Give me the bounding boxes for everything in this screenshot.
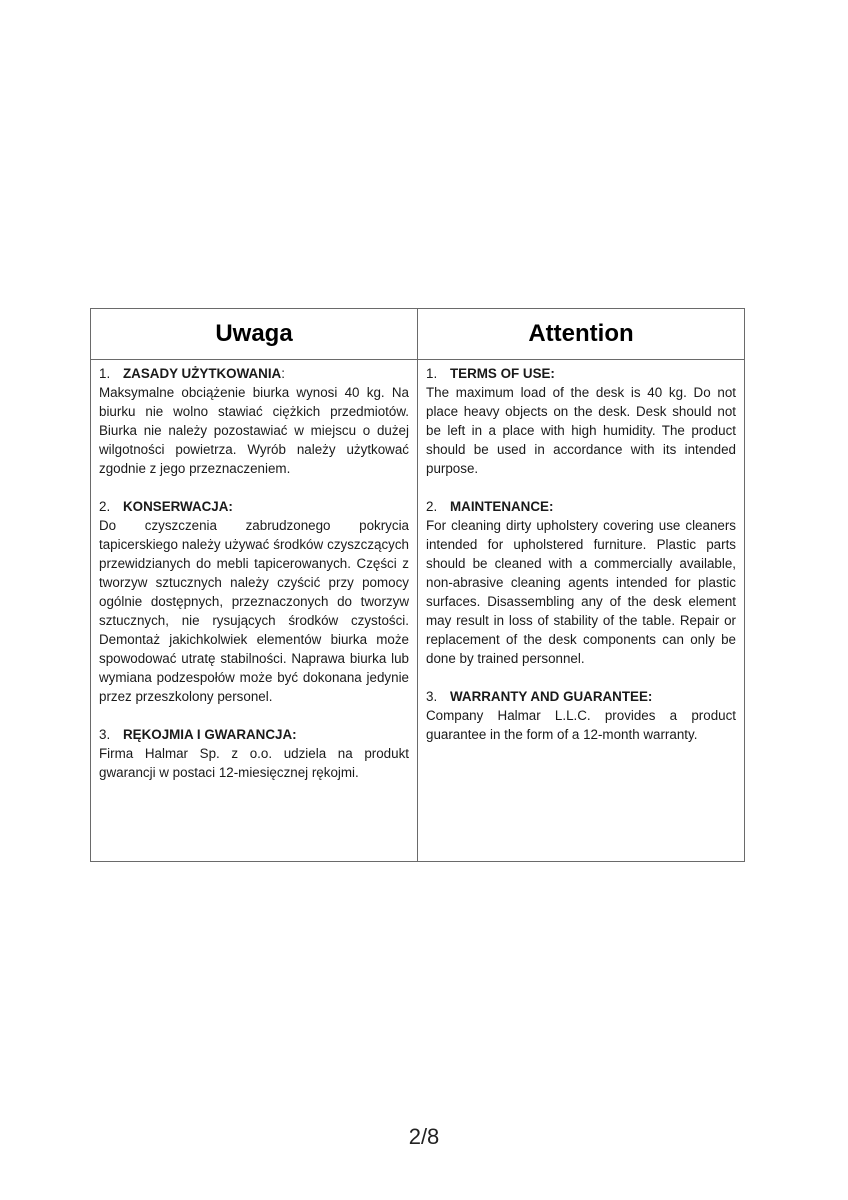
section-title: ZASADY UŻYTKOWANIA xyxy=(123,366,282,381)
english-column xyxy=(417,360,744,861)
table-body-row xyxy=(91,360,744,861)
section-text: Do czyszczenia zabrudzonego pokrycia tapicerskiego należy używać środków czyszczących przewidzianych do mebli tapicerowanych. Części z tworzyw sztucznych należy czyścić przy pomocy ogólnie dostępnych, przeznaczonych do tworzyw sztucznych, nie rysujących środków czystości. Demontaż jakichkolwiek elementów biurka może spowodować utratę stabilności. Naprawa biurka lub wymiana podzespołów może być dokonana jedynie przez przeszkolony personel. xyxy=(99,518,409,704)
section-text: Maksymalne obciążenie biurka wynosi 40 kg. Na biurku nie wolno stawiać ciężkich przedmiotów. Biurka nie należy pozostawiać w miejscu o dużej wilgotności powietrza. Wyrób należy użytkować zgodnie z jego przeznaczeniem. xyxy=(99,385,409,476)
section-usage-en xyxy=(426,364,736,478)
section-heading xyxy=(99,497,409,516)
section-title: MAINTENANCE: xyxy=(450,499,554,514)
page-number: 2/8 xyxy=(408,1124,440,1149)
section-number: 2. xyxy=(426,499,438,514)
section-warranty-pl xyxy=(99,725,409,782)
polish-column xyxy=(91,360,417,861)
section-maintenance-pl xyxy=(99,497,409,706)
section-text: Firma Halmar Sp. z o.o. udziela na produkt gwarancji w postaci 12-miesięcznej rękojmi. xyxy=(99,746,409,780)
section-number: 1. xyxy=(426,366,438,381)
section-heading xyxy=(99,364,409,383)
section-number: 3. xyxy=(426,689,438,704)
section-title: WARRANTY AND GUARANTEE: xyxy=(450,689,653,704)
section-warranty-en xyxy=(426,687,736,744)
section-text: For cleaning dirty upholstery covering use cleaners intended for upholstered furniture. Plastic parts should be cleaned with a commercially available, non-abrasive cleaning agents intended for plastic surfaces. Disassembling any of the desk element may result in loss of stability of the table. Repair or replacement of the desk components can only be done by trained personnel. xyxy=(426,518,736,666)
section-title: TERMS OF USE: xyxy=(450,366,555,381)
section-heading xyxy=(426,687,736,706)
section-number: 2. xyxy=(99,499,111,514)
section-title: KONSERWACJA: xyxy=(123,499,233,514)
section-maintenance-en xyxy=(426,497,736,668)
header-polish: Uwaga xyxy=(215,320,293,347)
section-title-suffix: : xyxy=(281,366,285,381)
instructions-table xyxy=(90,308,745,862)
section-heading xyxy=(99,725,409,744)
section-heading xyxy=(426,364,736,383)
section-text: Company Halmar L.L.C. provides a product guarantee in the form of a 12-month warranty. xyxy=(426,708,736,742)
section-number: 1. xyxy=(99,366,111,381)
section-heading xyxy=(426,497,736,516)
header-english: Attention xyxy=(417,309,744,359)
table-header-row xyxy=(91,309,744,360)
section-title: RĘKOJMIA I GWARANCJA: xyxy=(123,727,297,742)
section-text: The maximum load of the desk is 40 kg. Do not place heavy objects on the desk. Desk should not be left in a place with high humidity. The product should be used in accordance with its intended purpose. xyxy=(426,385,736,476)
section-number: 3. xyxy=(99,727,111,742)
section-usage-pl xyxy=(99,364,409,478)
